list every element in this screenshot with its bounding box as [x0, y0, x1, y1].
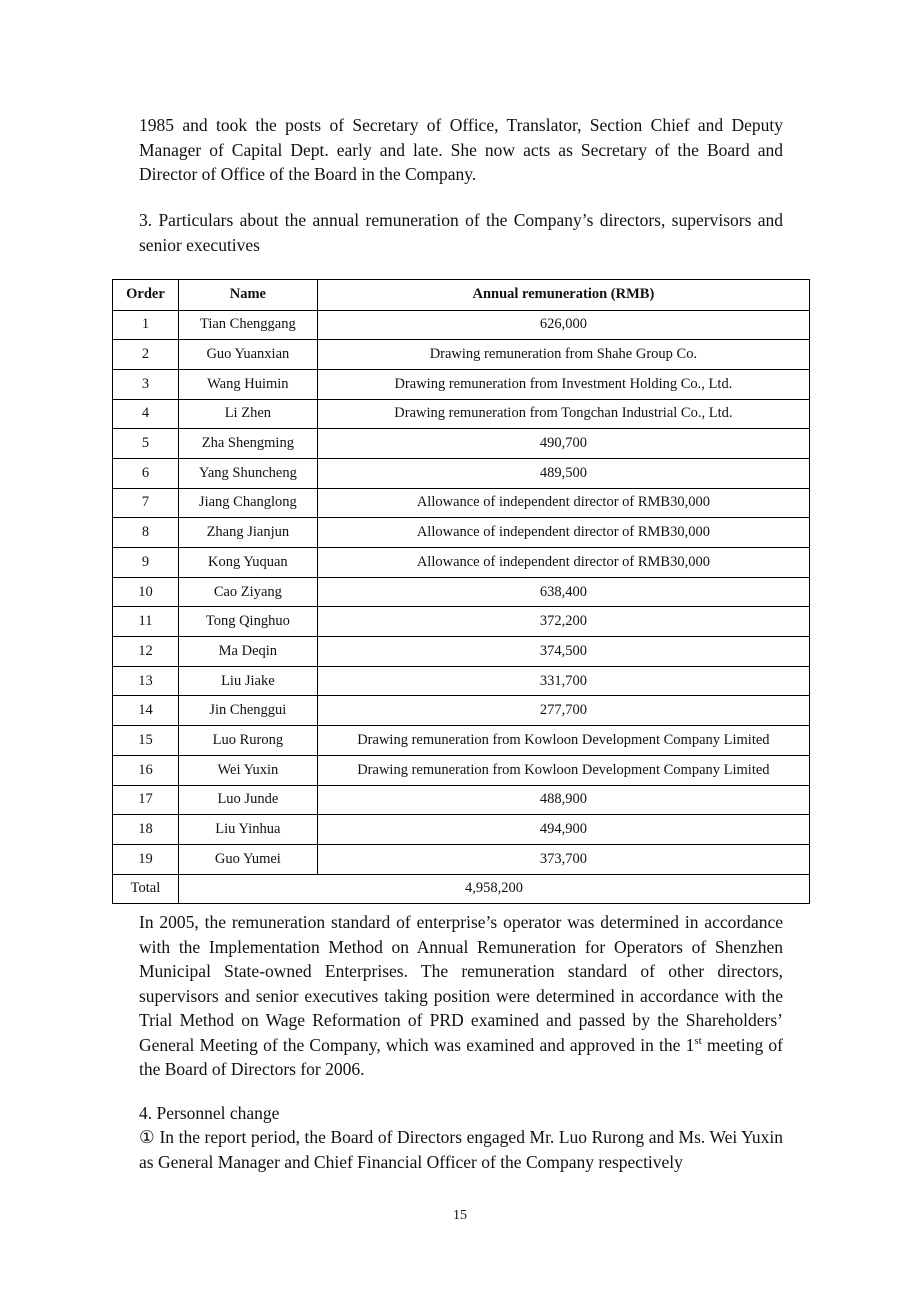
table-row: [113, 310, 810, 340]
cell-order: 10: [113, 577, 179, 607]
cell-order: 15: [113, 726, 179, 756]
cell-remuneration: 374,500: [317, 637, 809, 667]
cell-name: Liu Jiake: [178, 666, 317, 696]
standard-text-before: In 2005, the remuneration standard of enterprise’s operator was determined in accordance with the Implementation Method on Annual Remuneration for Operators of Shenzhen Municipal State-owned Enterprises. The remuneration standard of other directors, supervisors and senior executives taking position were determined in accordance with the Trial Method on Wage Reformation of PRD examined and passed by the Shareholders’ General Meeting of the Company, which was examined and approved in the 1: [139, 912, 783, 1055]
header-remuneration: Annual remuneration (RMB): [317, 280, 809, 311]
table-row: [113, 844, 810, 874]
cell-remuneration: Drawing remuneration from Shahe Group Co.: [317, 340, 809, 370]
section-4-item-1: ① In the report period, the Board of Directors engaged Mr. Luo Rurong and Ms. Wei Yuxin as General Manager and Chief Financial Officer of the Company respectively: [139, 1127, 783, 1172]
cell-order: 7: [113, 488, 179, 518]
cell-remuneration: 490,700: [317, 429, 809, 459]
cell-order: 11: [113, 607, 179, 637]
cell-remuneration: 488,900: [317, 785, 809, 815]
cell-order: 12: [113, 637, 179, 667]
total-label: Total: [113, 874, 179, 904]
section-4-heading: 4. Personnel change: [139, 1103, 280, 1123]
cell-remuneration: 638,400: [317, 577, 809, 607]
cell-order: 4: [113, 399, 179, 429]
table-row: [113, 548, 810, 578]
cell-order: 17: [113, 785, 179, 815]
cell-name: Yang Shuncheng: [178, 458, 317, 488]
cell-name: Li Zhen: [178, 399, 317, 429]
cell-remuneration: 331,700: [317, 666, 809, 696]
cell-remuneration: 277,700: [317, 696, 809, 726]
cell-order: 2: [113, 340, 179, 370]
cell-name: Luo Junde: [178, 785, 317, 815]
cell-name: Cao Ziyang: [178, 577, 317, 607]
cell-remuneration: Drawing remuneration from Tongchan Industrial Co., Ltd.: [317, 399, 809, 429]
table-row: [113, 755, 810, 785]
cell-name: Wei Yuxin: [178, 755, 317, 785]
table-row: [113, 340, 810, 370]
cell-order: 18: [113, 815, 179, 845]
table-row: [113, 429, 810, 459]
ordinal-superscript: st: [694, 1034, 702, 1047]
cell-remuneration: 494,900: [317, 815, 809, 845]
table-row: [113, 399, 810, 429]
table-row: [113, 607, 810, 637]
header-name: Name: [178, 280, 317, 311]
table-row: [113, 577, 810, 607]
cell-name: Jiang Changlong: [178, 488, 317, 518]
table-row: [113, 726, 810, 756]
cell-name: Ma Deqin: [178, 637, 317, 667]
cell-order: 1: [113, 310, 179, 340]
cell-order: 5: [113, 429, 179, 459]
cell-order: 13: [113, 666, 179, 696]
total-value: 4,958,200: [178, 874, 809, 904]
cell-name: Wang Huimin: [178, 369, 317, 399]
cell-name: Liu Yinhua: [178, 815, 317, 845]
cell-name: Guo Yumei: [178, 844, 317, 874]
page-number: 15: [453, 1208, 467, 1223]
cell-remuneration: Drawing remuneration from Investment Holding Co., Ltd.: [317, 369, 809, 399]
cell-remuneration: Allowance of independent director of RMB30,000: [317, 488, 809, 518]
cell-remuneration: 373,700: [317, 844, 809, 874]
cell-order: 6: [113, 458, 179, 488]
cell-remuneration: Drawing remuneration from Kowloon Development Company Limited: [317, 726, 809, 756]
standard-text-after: meeting of the Board of Directors for 2006.: [139, 1034, 783, 1079]
cell-name: Jin Chenggui: [178, 696, 317, 726]
cell-order: 8: [113, 518, 179, 548]
table-row: [113, 369, 810, 399]
cell-name: Zhang Jianjun: [178, 518, 317, 548]
cell-order: 19: [113, 844, 179, 874]
section-3-heading: 3. Particulars about the annual remuneration of the Company’s directors, supervisors and senior executives: [139, 210, 783, 255]
table-row: [113, 637, 810, 667]
cell-remuneration: 626,000: [317, 310, 809, 340]
cell-order: 14: [113, 696, 179, 726]
cell-order: 16: [113, 755, 179, 785]
cell-order: 3: [113, 369, 179, 399]
table-body: [113, 310, 810, 874]
cell-remuneration: 489,500: [317, 458, 809, 488]
intro-paragraph: 1985 and took the posts of Secretary of Office, Translator, Section Chief and Deputy Manager of Capital Dept. early and late. She now acts as Secretary of the Board and Director of Office of the Board in the Company.: [139, 115, 783, 184]
total-row: [113, 874, 810, 904]
cell-name: Tong Qinghuo: [178, 607, 317, 637]
table-row: [113, 488, 810, 518]
cell-name: Luo Rurong: [178, 726, 317, 756]
remuneration-table: [112, 279, 810, 904]
cell-order: 9: [113, 548, 179, 578]
table-row: [113, 518, 810, 548]
cell-name: Tian Chenggang: [178, 310, 317, 340]
table-header-row: [113, 280, 810, 311]
table-row: [113, 458, 810, 488]
cell-remuneration: Allowance of independent director of RMB30,000: [317, 548, 809, 578]
table-row: [113, 815, 810, 845]
cell-remuneration: Allowance of independent director of RMB30,000: [317, 518, 809, 548]
header-order: Order: [113, 280, 179, 311]
cell-name: Guo Yuanxian: [178, 340, 317, 370]
cell-name: Zha Shengming: [178, 429, 317, 459]
cell-name: Kong Yuquan: [178, 548, 317, 578]
table-row: [113, 666, 810, 696]
cell-remuneration: 372,200: [317, 607, 809, 637]
table-row: [113, 696, 810, 726]
table-row: [113, 785, 810, 815]
remuneration-standard-paragraph: [139, 910, 783, 1082]
cell-remuneration: Drawing remuneration from Kowloon Development Company Limited: [317, 755, 809, 785]
